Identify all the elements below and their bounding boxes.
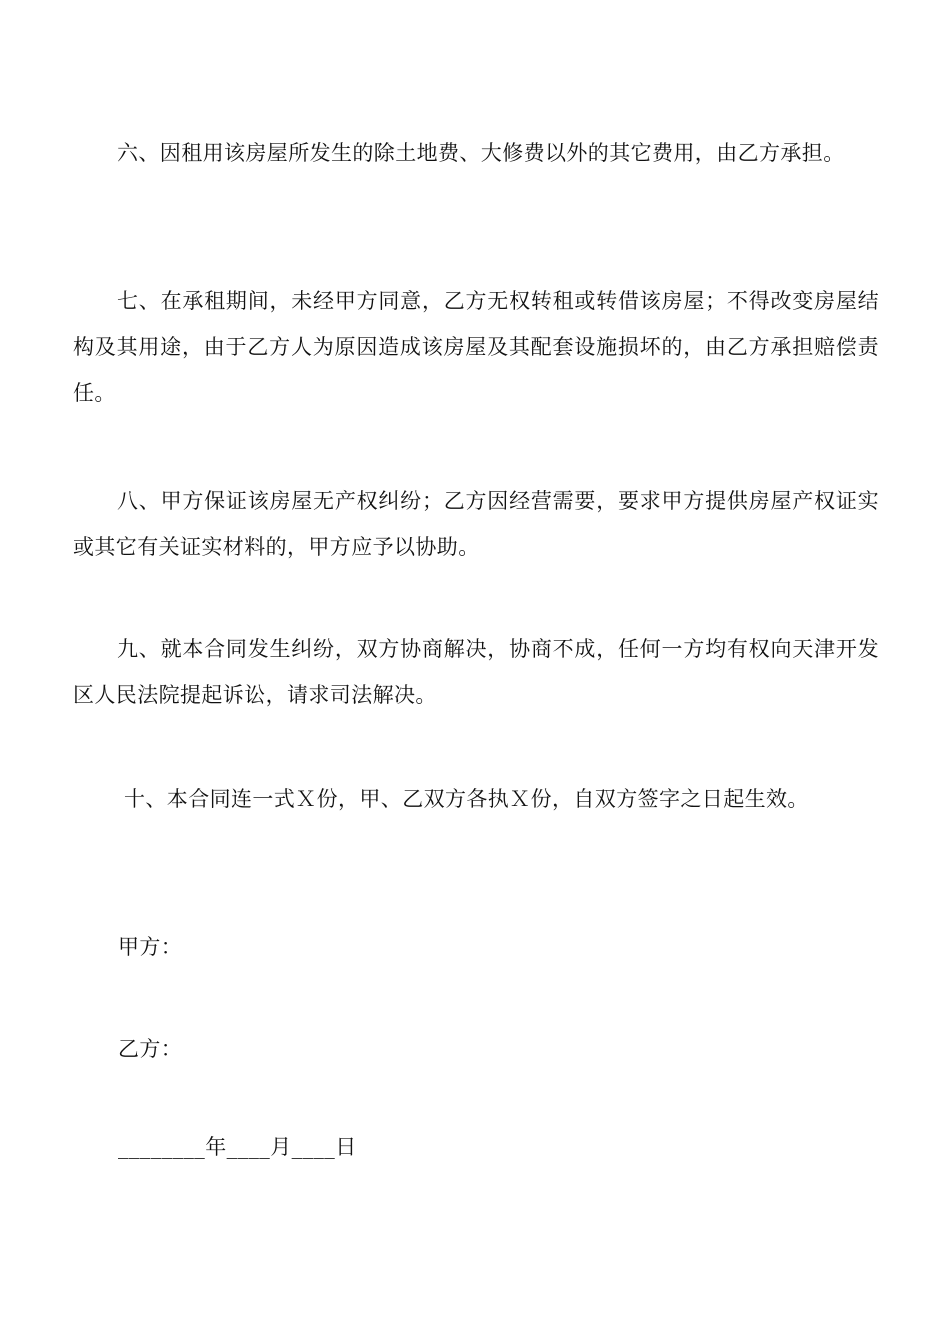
signing-date-line: ________年____月____日 <box>118 1135 357 1159</box>
clause-six: 六、因租用该房屋所发生的除土地费、大修费以外的其它费用，由乙方承担。 <box>117 141 845 165</box>
party-b-signature-label: 乙方： <box>118 1037 183 1061</box>
clause-eight: 八、甲方保证该房屋无产权纠纷；乙方因经营需要，要求甲方提供房屋产权证实或其它有关证实材料的，甲方应予以协助。 <box>73 489 879 559</box>
clause-seven: 七、在承租期间，未经甲方同意，乙方无权转租或转借该房屋；不得改变房屋结构及其用途，由于乙方人为原因造成该房屋及其配套设施损坏的，由乙方承担赔偿责任。 <box>73 289 879 405</box>
clause-nine: 九、就本合同发生纠纷，双方协商解决，协商不成，任何一方均有权向天津开发区人民法院提起诉讼，请求司法解决。 <box>73 637 879 707</box>
clause-ten: 十、本合同连一式Ｘ份，甲、乙双方各执Ｘ份，自双方签字之日起生效。 <box>124 787 809 811</box>
party-a-signature-label: 甲方： <box>118 935 183 959</box>
